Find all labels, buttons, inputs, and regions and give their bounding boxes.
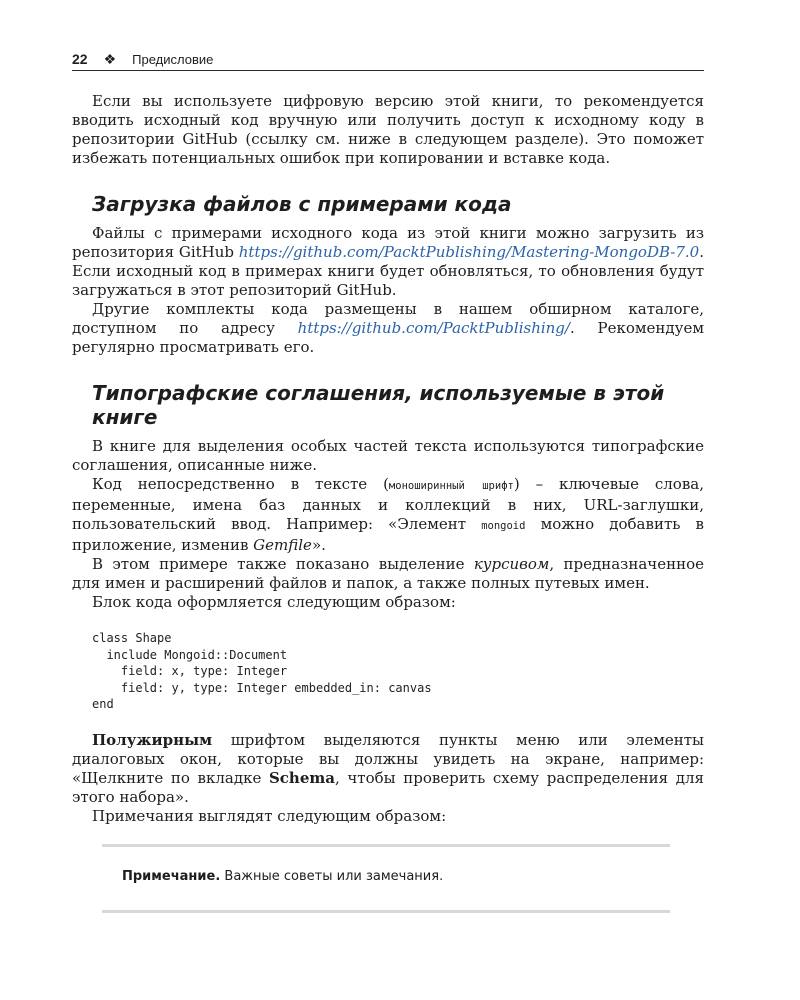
conventions-paragraph-2: Код непосредственно в тексте (моноширинный шрифт) – ключевые слова, переменные, имена баз данных и коллекций в них, URL-заглушки, пользовательский ввод. Например: «Элемент mongoid можно добавить в приложение, изменив Gemfile». (72, 475, 704, 554)
github-repo-link[interactable]: https://github.com/PacktPublishing/Mastering-MongoDB-7.0 (238, 243, 700, 261)
section-heading-conventions: Типографские соглашения, используемые в этой книге (92, 381, 665, 429)
conventions-paragraph-6: Примечания выглядят следующим образом: (92, 806, 447, 825)
downloads-paragraph-1: Файлы с примерами исходного кода из этой книги можно загрузить из репозитория GitHub https://github.com/PacktPublishing/Mastering-MongoDB-7.0. Если исходный код в примерах книги будет обновляться, то обновления будут загружаться в этот репозиторий GitHub. (72, 224, 704, 299)
page-number: 22 (72, 51, 88, 67)
conventions-paragraph-4: Блок кода оформляется следующим образом: (92, 593, 456, 611)
conventions-paragraph-5: Полужирным шрифтом выделяются пункты меню или элементы диалоговых окон, которые вы должны увидеть на экране, например: «Щелкните по вкладке Schema, чтобы проверить схему распределения для этого набора». (72, 730, 704, 806)
page-body (72, 92, 704, 913)
page-header (72, 48, 704, 71)
conventions-paragraph-1: В книге для выделения особых частей текста используются типографские соглашения, описанные ниже. (72, 437, 704, 474)
note-label: Примечание. (122, 868, 221, 884)
packt-github-link[interactable]: https://github.com/PacktPublishing/ (297, 319, 570, 337)
code-block: class Shape include Mongoid::Document field: x, type: Integer field: y, type: Integer embedded_in: canvas end (92, 631, 432, 711)
diamond-ornament-icon: ❖ (103, 50, 117, 67)
intro-paragraph: Если вы используете цифровую версию этой книги, то рекомендуется вводить исходный код вручную или получить доступ к исходному коду в репозитории GitHub (ссылку см. ниже в следующем разделе). Это поможет избежать потенциальных ошибок при копировании и вставке кода. (72, 92, 704, 167)
note-text: Важные советы или замечания. (220, 868, 444, 884)
note-box (102, 844, 670, 913)
conventions-paragraph-3: В этом примере также показано выделение курсивом, предназначенное для имен и расширений файлов и папок, а также полных путевых имен. (72, 555, 704, 592)
chapter-title: Предисловие (132, 51, 214, 67)
downloads-paragraph-2: Другие комплекты кода размещены в нашем обширном каталоге, доступном по адресу https://github.com/PacktPublishing/. Рекомендуем регулярно просматривать его. (72, 300, 705, 356)
section-heading-downloads: Загрузка файлов с примерами кода (92, 192, 512, 216)
